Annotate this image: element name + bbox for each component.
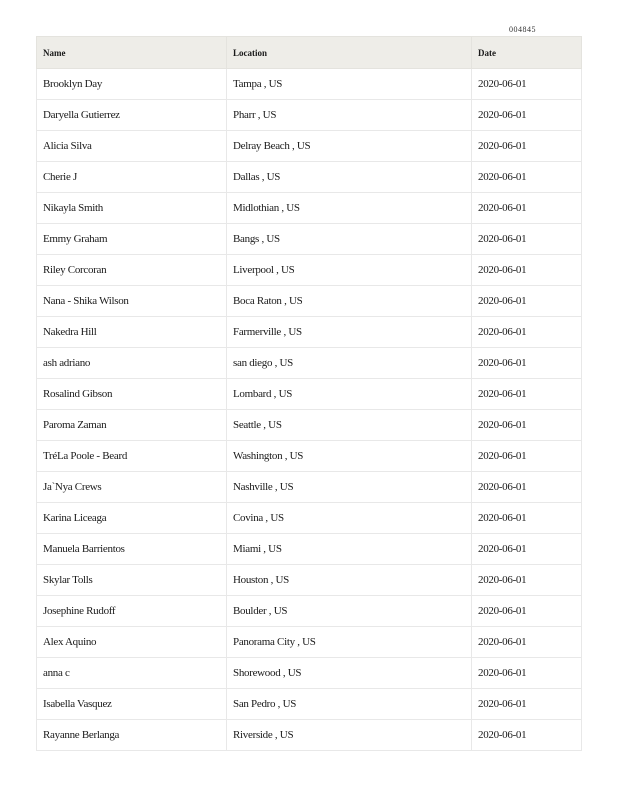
table-row — [37, 534, 582, 565]
cell-location: San Pedro , US — [227, 689, 472, 720]
cell-name: Riley Corcoran — [37, 255, 227, 286]
cell-location: Midlothian , US — [227, 193, 472, 224]
cell-date: 2020-06-01 — [472, 131, 582, 162]
table-body — [37, 69, 582, 751]
table-row — [37, 503, 582, 534]
cell-name: Alicia Silva — [37, 131, 227, 162]
cell-name: Nakedra Hill — [37, 317, 227, 348]
cell-date: 2020-06-01 — [472, 162, 582, 193]
cell-date: 2020-06-01 — [472, 441, 582, 472]
table-row — [37, 317, 582, 348]
header-row — [37, 37, 582, 69]
cell-location: Panorama City , US — [227, 627, 472, 658]
cell-date: 2020-06-01 — [472, 627, 582, 658]
table-row — [37, 131, 582, 162]
table-row — [37, 286, 582, 317]
cell-date: 2020-06-01 — [472, 193, 582, 224]
table-row — [37, 658, 582, 689]
cell-date: 2020-06-01 — [472, 565, 582, 596]
cell-name: Emmy Graham — [37, 224, 227, 255]
cell-location: Delray Beach , US — [227, 131, 472, 162]
cell-location: Riverside , US — [227, 720, 472, 751]
cell-date: 2020-06-01 — [472, 596, 582, 627]
cell-location: Washington , US — [227, 441, 472, 472]
table-row — [37, 720, 582, 751]
cell-date: 2020-06-01 — [472, 255, 582, 286]
cell-location: Tampa , US — [227, 69, 472, 100]
cell-name: Alex Aquino — [37, 627, 227, 658]
cell-date: 2020-06-01 — [472, 503, 582, 534]
cell-date: 2020-06-01 — [472, 286, 582, 317]
cell-location: Pharr , US — [227, 100, 472, 131]
cell-name: Cherie J — [37, 162, 227, 193]
cell-name: Skylar Tolls — [37, 565, 227, 596]
column-header-date: Date — [472, 37, 582, 69]
table-row — [37, 689, 582, 720]
cell-date: 2020-06-01 — [472, 689, 582, 720]
table-row — [37, 162, 582, 193]
cell-date: 2020-06-01 — [472, 410, 582, 441]
cell-name: Rosalind Gibson — [37, 379, 227, 410]
cell-location: Farmerville , US — [227, 317, 472, 348]
table-row — [37, 193, 582, 224]
cell-name: Isabella Vasquez — [37, 689, 227, 720]
cell-location: Bangs , US — [227, 224, 472, 255]
table-row — [37, 69, 582, 100]
table-header — [37, 37, 582, 69]
table-row — [37, 472, 582, 503]
cell-date: 2020-06-01 — [472, 720, 582, 751]
cell-date: 2020-06-01 — [472, 69, 582, 100]
document-id: 004845 — [509, 25, 536, 34]
cell-date: 2020-06-01 — [472, 534, 582, 565]
cell-location: Seattle , US — [227, 410, 472, 441]
cell-location: Nashville , US — [227, 472, 472, 503]
cell-location: Shorewood , US — [227, 658, 472, 689]
table-row — [37, 410, 582, 441]
cell-location: san diego , US — [227, 348, 472, 379]
column-header-location: Location — [227, 37, 472, 69]
cell-location: Miami , US — [227, 534, 472, 565]
table-row — [37, 596, 582, 627]
cell-date: 2020-06-01 — [472, 348, 582, 379]
cell-location: Liverpool , US — [227, 255, 472, 286]
cell-name: Nana - Shika Wilson — [37, 286, 227, 317]
cell-date: 2020-06-01 — [472, 100, 582, 131]
cell-date: 2020-06-01 — [472, 317, 582, 348]
cell-name: Paroma Zaman — [37, 410, 227, 441]
cell-location: Boulder , US — [227, 596, 472, 627]
table-row — [37, 565, 582, 596]
cell-name: Josephine Rudoff — [37, 596, 227, 627]
table-row — [37, 379, 582, 410]
table-row — [37, 255, 582, 286]
cell-location: Covina , US — [227, 503, 472, 534]
cell-date: 2020-06-01 — [472, 224, 582, 255]
table-row — [37, 100, 582, 131]
cell-location: Lombard , US — [227, 379, 472, 410]
cell-date: 2020-06-01 — [472, 472, 582, 503]
cell-name: anna c — [37, 658, 227, 689]
cell-name: Rayanne Berlanga — [37, 720, 227, 751]
cell-location: Houston , US — [227, 565, 472, 596]
table-row — [37, 441, 582, 472]
cell-name: Manuela Barrientos — [37, 534, 227, 565]
cell-name: Ja`Nya Crews — [37, 472, 227, 503]
cell-name: Karina Liceaga — [37, 503, 227, 534]
records-table — [36, 36, 582, 751]
cell-name: Daryella Gutierrez — [37, 100, 227, 131]
cell-name: Brooklyn Day — [37, 69, 227, 100]
cell-location: Boca Raton , US — [227, 286, 472, 317]
cell-location: Dallas , US — [227, 162, 472, 193]
column-header-name: Name — [37, 37, 227, 69]
table-row — [37, 348, 582, 379]
cell-name: TréLa Poole - Beard — [37, 441, 227, 472]
cell-date: 2020-06-01 — [472, 658, 582, 689]
table-row — [37, 627, 582, 658]
table-row — [37, 224, 582, 255]
cell-name: ash adriano — [37, 348, 227, 379]
cell-date: 2020-06-01 — [472, 379, 582, 410]
cell-name: Nikayla Smith — [37, 193, 227, 224]
